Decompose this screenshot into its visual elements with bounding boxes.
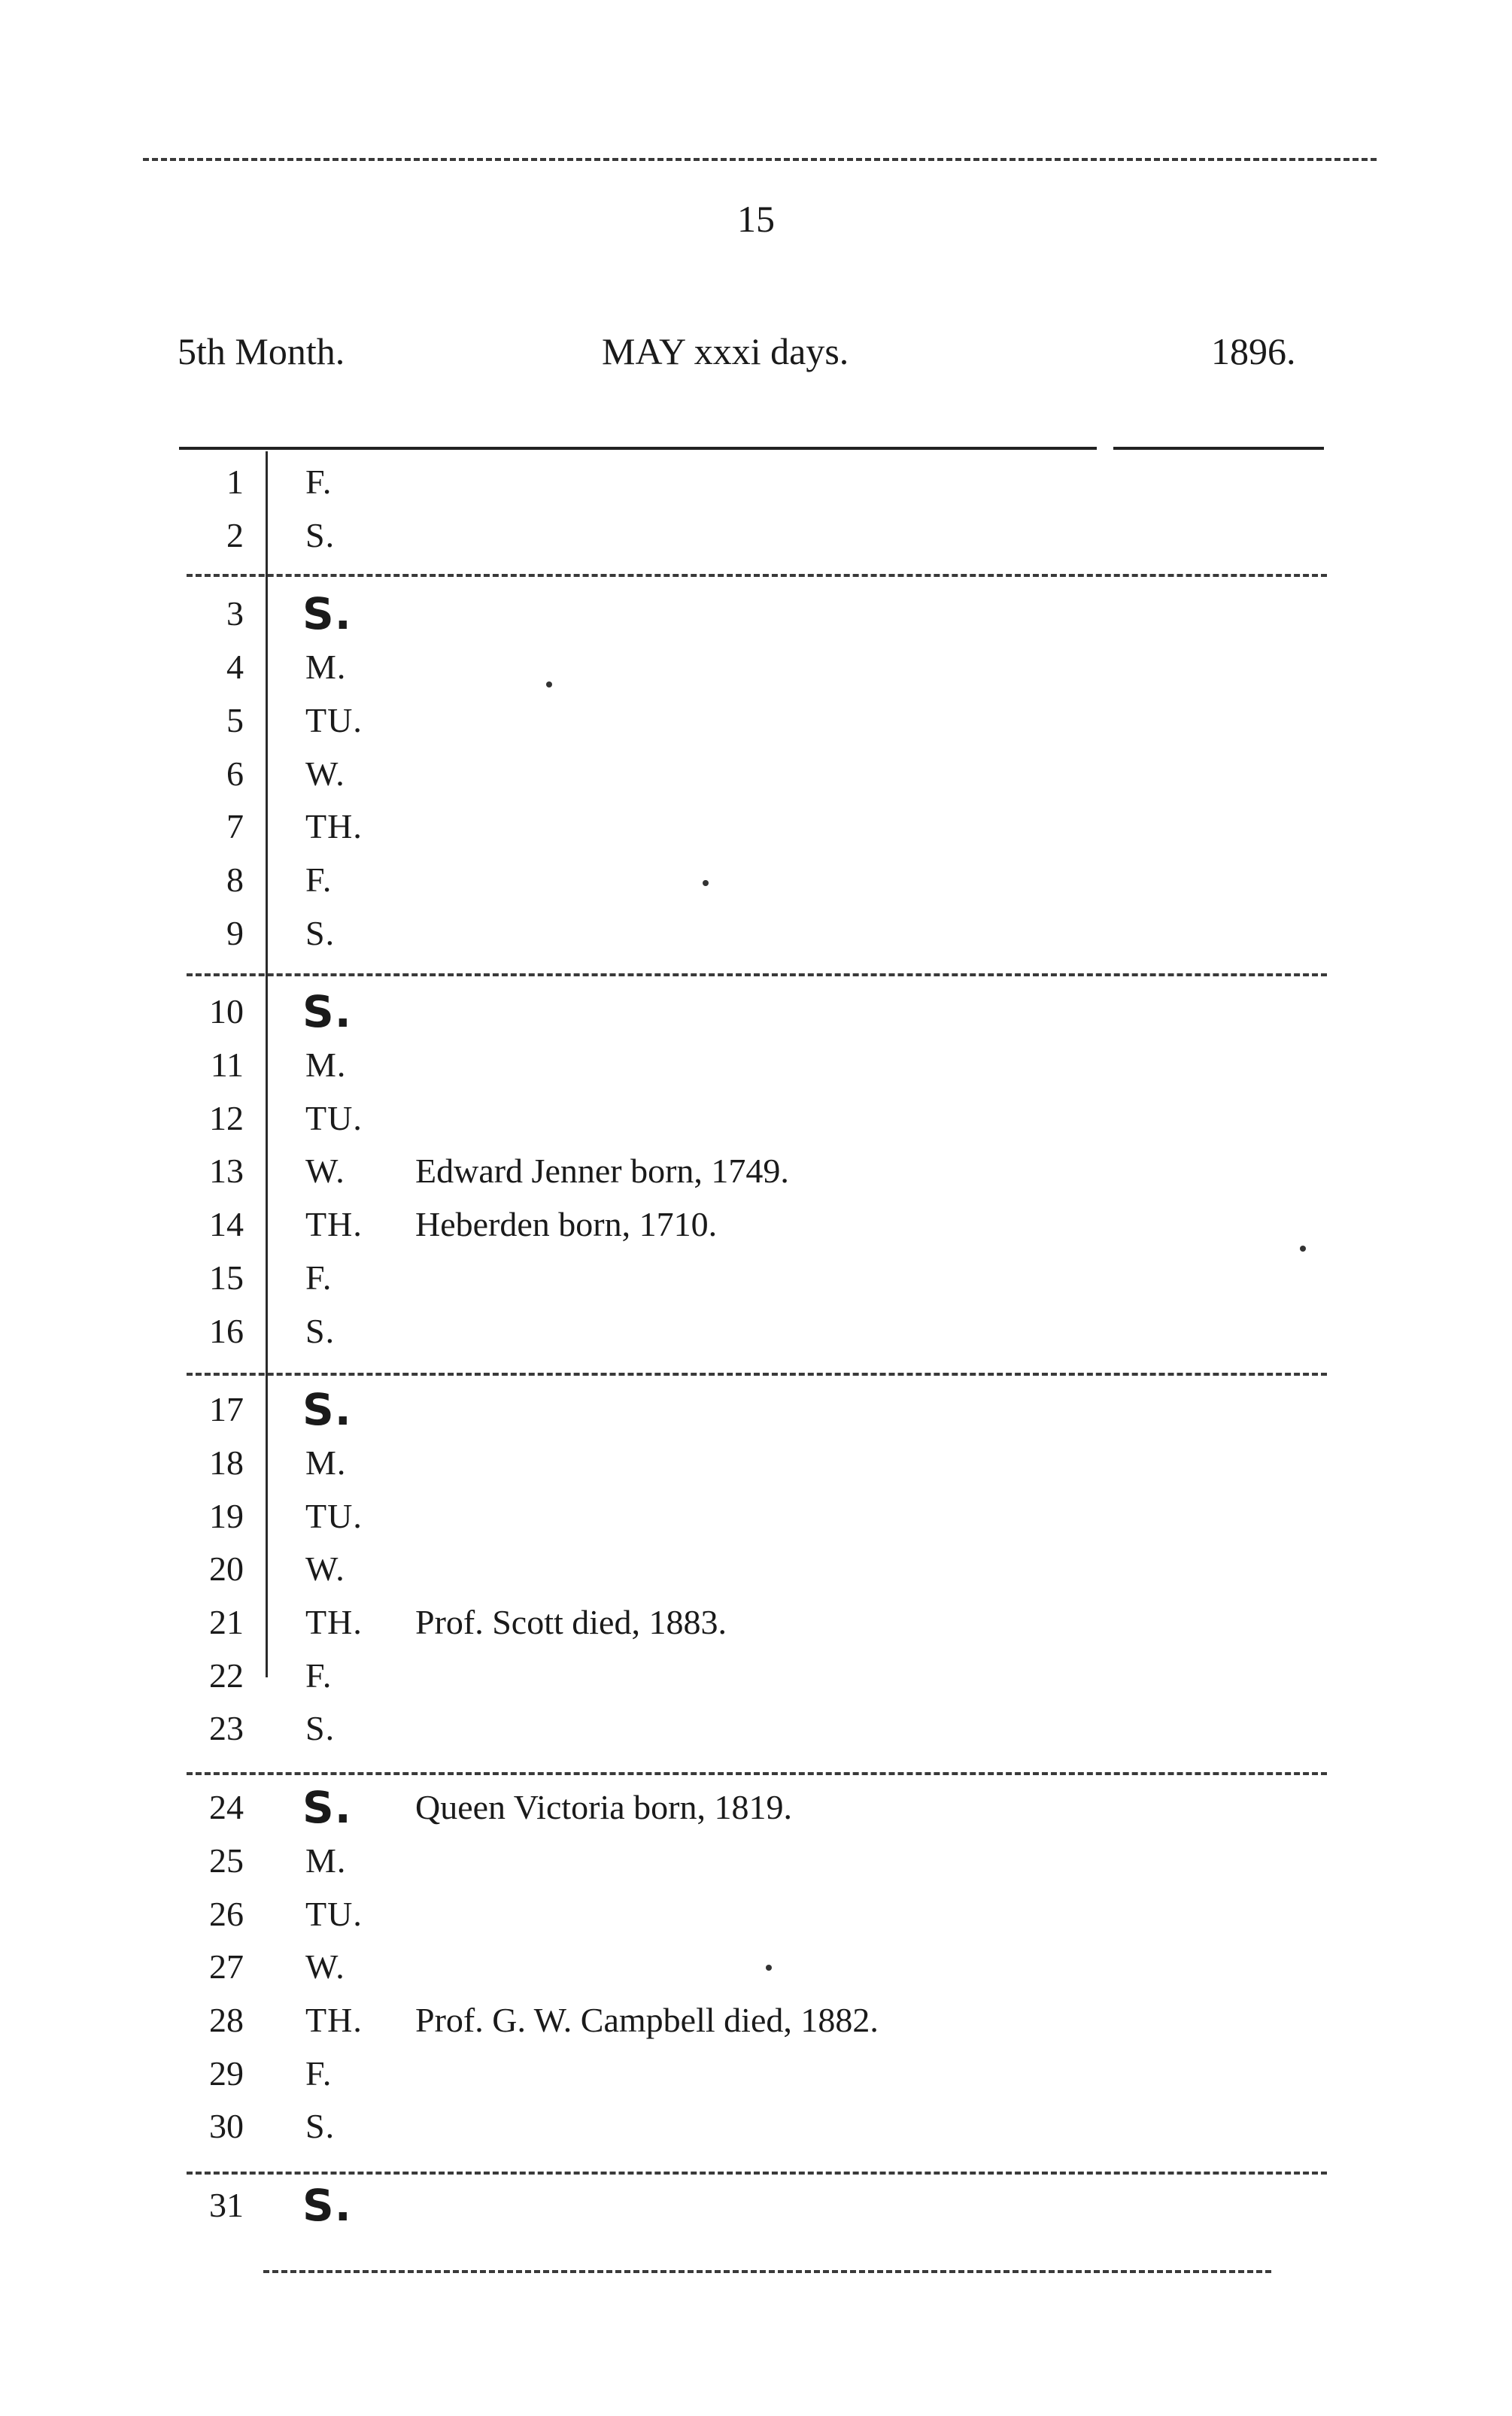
day-row [0, 2100, 1512, 2153]
day-row [0, 1383, 1512, 1436]
weekday: TH. [305, 807, 363, 845]
event-note: Heberden born, 1710. [415, 1205, 718, 1243]
day-number: 26 [209, 1895, 244, 1933]
day-number: 12 [209, 1099, 244, 1137]
weekday: W. [305, 1549, 345, 1588]
day-row [0, 1145, 1512, 1197]
day-row [0, 1888, 1512, 1941]
day-number: 2 [226, 516, 244, 554]
day-number: 5 [226, 701, 244, 739]
day-number: 24 [209, 1788, 244, 1826]
day-number: 18 [209, 1443, 244, 1482]
day-row [0, 1252, 1512, 1304]
month-label: 5th Month. [178, 330, 345, 372]
day-row [0, 456, 1512, 508]
day-row [0, 854, 1512, 906]
month-title: MAY xxxi days. [602, 330, 849, 372]
weekday: S. [305, 1312, 335, 1350]
day-number: 15 [209, 1258, 244, 1297]
day-number: 25 [209, 1841, 244, 1880]
print-speck [766, 1965, 772, 1971]
day-number: 21 [209, 1603, 244, 1641]
event-note: Prof. Scott died, 1883. [415, 1603, 727, 1641]
day-row [0, 1198, 1512, 1251]
day-number: 6 [226, 754, 244, 793]
day-row [0, 2179, 1512, 2232]
day-number: 28 [209, 2001, 244, 2039]
day-row [0, 1305, 1512, 1358]
year-label: 1896. [1211, 330, 1296, 372]
weekday: F. [305, 1258, 332, 1297]
week-separator [187, 2172, 1327, 2175]
day-number: 19 [209, 1497, 244, 1535]
day-row [0, 2047, 1512, 2100]
weekday: W. [305, 1152, 345, 1190]
weekday: M. [305, 1046, 347, 1084]
day-number: 13 [209, 1152, 244, 1190]
weekday: M. [305, 1841, 347, 1880]
day-number: 10 [209, 992, 244, 1030]
day-row [0, 1092, 1512, 1145]
day-number: 23 [209, 1709, 244, 1747]
weekday: TH. [305, 2001, 363, 2039]
day-row [0, 1702, 1512, 1755]
day-number: 11 [210, 1046, 244, 1084]
day-number: 16 [209, 1312, 244, 1350]
print-speck [546, 681, 552, 687]
day-row [0, 748, 1512, 800]
day-number: 27 [209, 1947, 244, 1986]
weekday: F. [305, 463, 332, 501]
day-row [0, 587, 1512, 640]
day-number: 17 [209, 1390, 244, 1428]
day-row [0, 800, 1512, 853]
day-row [0, 985, 1512, 1038]
header-rule-right [1113, 447, 1324, 450]
print-speck [703, 880, 709, 886]
day-number: 30 [209, 2107, 244, 2145]
weekday: TH. [305, 1205, 363, 1243]
weekday: S. [302, 588, 352, 639]
weekday: M. [305, 1443, 347, 1482]
day-row [0, 1596, 1512, 1649]
weekday: S. [302, 1384, 352, 1435]
weekday: M. [305, 648, 347, 686]
weekday: S. [305, 516, 335, 554]
day-number: 3 [226, 594, 244, 633]
day-row [0, 1835, 1512, 1887]
day-row [0, 1941, 1512, 1993]
day-number: 4 [226, 648, 244, 686]
weekday: S. [305, 1709, 335, 1747]
day-row [0, 1490, 1512, 1543]
bottom-rule [263, 2270, 1271, 2273]
event-note: Queen Victoria born, 1819. [415, 1788, 792, 1826]
day-number: 8 [226, 860, 244, 899]
weekday: S. [302, 1782, 352, 1833]
day-row [0, 1994, 1512, 2047]
day-number: 1 [226, 463, 244, 501]
day-row [0, 1650, 1512, 1702]
day-row [0, 694, 1512, 747]
weekday: S. [305, 914, 335, 952]
week-separator [187, 973, 1327, 976]
print-speck [1300, 1246, 1306, 1252]
day-row [0, 1039, 1512, 1091]
weekday: TU. [305, 701, 363, 739]
weekday: F. [305, 2054, 332, 2093]
weekday: S. [305, 2107, 335, 2145]
week-separator [187, 574, 1327, 577]
day-number: 22 [209, 1656, 244, 1695]
day-row [0, 641, 1512, 694]
day-row [0, 1543, 1512, 1595]
week-separator [187, 1772, 1327, 1775]
weekday: W. [305, 754, 345, 793]
weekday: TU. [305, 1895, 363, 1933]
page-number: 15 [737, 198, 775, 240]
day-row [0, 1437, 1512, 1489]
day-row [0, 509, 1512, 562]
weekday: F. [305, 860, 332, 899]
weekday: W. [305, 1947, 345, 1986]
day-number: 29 [209, 2054, 244, 2093]
header-rule [179, 447, 1097, 450]
day-number: 31 [209, 2186, 244, 2224]
day-number: 7 [226, 807, 244, 845]
event-note: Edward Jenner born, 1749. [415, 1152, 789, 1190]
day-row [0, 1781, 1512, 1834]
day-number: 14 [209, 1205, 244, 1243]
weekday: TU. [305, 1099, 363, 1137]
top-rule [143, 158, 1377, 161]
weekday: F. [305, 1656, 332, 1695]
weekday: S. [302, 2180, 352, 2231]
weekday: TH. [305, 1603, 363, 1641]
day-number: 9 [226, 914, 244, 952]
week-separator [187, 1373, 1327, 1376]
weekday: TU. [305, 1497, 363, 1535]
event-note: Prof. G. W. Campbell died, 1882. [415, 2001, 879, 2039]
day-row [0, 907, 1512, 960]
weekday: S. [302, 986, 352, 1037]
day-number: 20 [209, 1549, 244, 1588]
